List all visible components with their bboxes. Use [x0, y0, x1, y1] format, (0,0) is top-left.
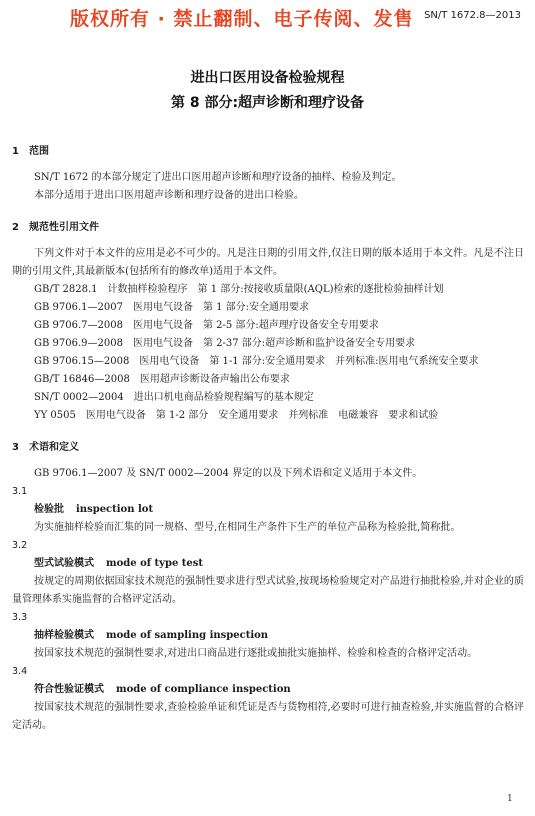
reference-item: GB/T 16846—2008 医用超声诊断设备声输出公布要求 — [34, 374, 290, 385]
reference-item: GB 9706.15—2008 医用电气设备 第 1-1 部分:安全通用要求 并列标准:医用电气系统安全要求 — [34, 356, 479, 367]
watermark-text: 版权所有 · 禁止翻制、电子传阅、发售 — [70, 8, 414, 30]
term-cn: 抽样检验模式 — [34, 630, 94, 641]
document-title: 进出口医用设备检验规程 — [190, 70, 345, 86]
term-entry — [12, 555, 524, 573]
reference-item: GB/T 2828.1 计数抽样检验程序 第 1 部分:按接收质量限(AQL)检索的逐批检验抽样计划 — [34, 284, 444, 295]
section-title: 范围 — [29, 146, 49, 157]
term-definition: 按国家技术规范的强制性要求,查验检验单证和凭证是否与货物相符,必要时可进行抽查检验,并实施监督的合格评定活动。 — [12, 702, 524, 731]
section-terms-definitions — [12, 439, 524, 735]
section-normative-references — [12, 219, 524, 425]
term-entry — [12, 501, 524, 519]
clause-number: 3.4 — [12, 666, 28, 677]
term-en: inspection lot — [76, 504, 154, 515]
section-number: 2 — [12, 222, 19, 233]
reference-item: GB 9706.9—2008 医用电气设备 第 2-37 部分:超声诊断和监护设备安全专用要求 — [34, 338, 416, 349]
term-cn: 型式试验模式 — [34, 558, 94, 569]
page-number: 1 — [507, 794, 513, 804]
section-heading — [12, 439, 524, 457]
section-number: 1 — [12, 146, 19, 157]
reference-item: GB 9706.1—2007 医用电气设备 第 1 部分:安全通用要求 — [34, 302, 310, 313]
section-scope — [12, 143, 524, 205]
paragraph: 下列文件对于本文件的应用是必不可少的。凡是注日期的引用文件,仅注日期的版本适用于本文件。凡是不注日期的引用文件,其最新版本(包括所有的修改单)适用于本文件。 — [12, 248, 524, 277]
section-heading — [12, 143, 524, 161]
term-entry — [12, 627, 524, 645]
term-cn: 符合性验证模式 — [34, 684, 104, 695]
section-number: 3 — [12, 442, 19, 453]
term-en: mode of sampling inspection — [106, 630, 269, 641]
term-entry — [12, 681, 524, 699]
reference-item: SN/T 0002—2004 进出口机电商品检验规程编写的基本规定 — [34, 392, 314, 403]
document-subtitle: 第 8 部分:超声诊断和理疗设备 — [170, 95, 365, 111]
paragraph: GB 9706.1—2007 及 SN/T 0002—2004 界定的以及下列术语和定义适用于本文件。 — [34, 468, 423, 479]
term-definition: 按规定的周期依据国家技术规范的强制性要求进行型式试验,按现场检验规定对产品进行抽批检验,并对企业的质量管理体系实施监督的合格评定活动。 — [12, 576, 524, 605]
term-cn: 检验批 — [34, 504, 64, 515]
reference-item: GB 9706.7—2008 医用电气设备 第 2-5 部分:超声理疗设备安全专用要求 — [34, 320, 379, 331]
paragraph: 本部分适用于进出口医用超声诊断和理疗设备的进出口检验。 — [34, 190, 304, 201]
term-en: mode of type test — [106, 558, 204, 569]
term-definition: 按国家技术规范的强制性要求,对进出口商品进行逐批或抽批实施抽样、检验和检查的合格评定活动。 — [34, 648, 478, 659]
section-heading — [12, 219, 524, 237]
paragraph: SN/T 1672 的本部分规定了进出口医用超声诊断和理疗设备的抽样、检验及判定。 — [34, 172, 402, 183]
section-title: 规范性引用文件 — [29, 222, 99, 233]
term-definition: 为实施抽样检验而汇集的同一规格、型号,在相同生产条件下生产的单位产品称为检验批,简称批。 — [34, 522, 461, 533]
clause-number: 3.2 — [12, 540, 28, 551]
clause-number: 3.1 — [12, 486, 28, 497]
document-number: SN/T 1672.8—2013 — [424, 10, 521, 21]
clause-number: 3.3 — [12, 612, 28, 623]
term-en: mode of compliance inspection — [116, 684, 291, 695]
section-title: 术语和定义 — [29, 442, 79, 453]
reference-item: YY 0505 医用电气设备 第 1-2 部分 安全通用要求 并列标准 电磁兼容 要求和试验 — [34, 410, 439, 421]
document-body — [12, 143, 524, 749]
